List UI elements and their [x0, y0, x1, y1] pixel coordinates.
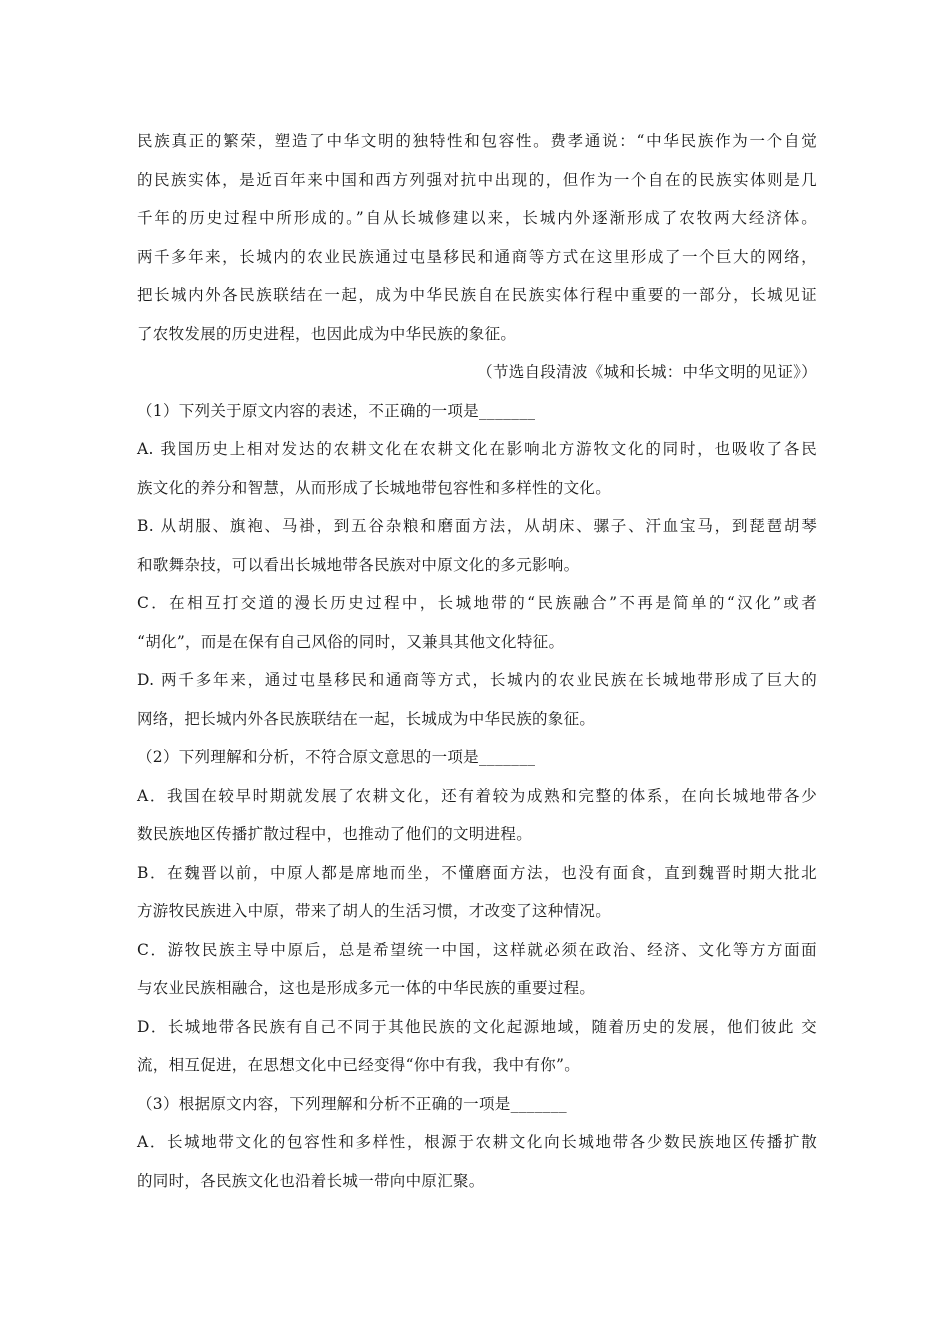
- passage-line: 把长城内外各民族联结在一起，成为中华民族自在民族实体行程中重要的一部分，长城见证: [137, 286, 817, 304]
- source-citation: （节选自段清波《城和长城：中华文明的见证》）: [477, 363, 817, 381]
- q3-option-a-cont: 的同时，各民族文化也沿着长城一带向中原汇聚。: [137, 1171, 485, 1190]
- q2-option-b-cont: 方游牧民族进入中原，带来了胡人的生活习惯，才改变了这种情况。: [137, 902, 612, 920]
- q2-option-a: A．我国在较早时期就发展了农耕文化，还有着较为成熟和完整的体系，在向长城地带各少: [137, 786, 817, 805]
- q1-option-a-cont: 族文化的养分和智慧，从而形成了长城地带包容性和多样性的文化。: [137, 478, 612, 497]
- passage-line: 千年的历史过程中所形成的。”自从长城修建以来，长城内外逐渐形成了农牧两大经济体。: [137, 209, 817, 227]
- q2-option-c-cont: 与农业民族相融合，这也是形成多元一体的中华民族的重要过程。: [137, 979, 596, 997]
- question-1-stem: （1）下列关于原文内容的表述，不正确的一项是_______: [137, 401, 536, 420]
- q1-option-d-cont: 网络，把长城内外各民族联结在一起，长城成为中华民族的象征。: [137, 709, 596, 728]
- q1-option-a: A. 我国历史上相对发达的农耕文化在农耕文化在影响北方游牧文化的同时，也吸收了各民: [137, 440, 817, 458]
- q1-option-d: D. 两千多年来，通过屯垦移民和通商等方式，长城内的农业民族在长城地带形成了巨大的: [137, 671, 817, 689]
- question-2-stem: （2）下列理解和分析，不符合原文意思的一项是_______: [137, 748, 536, 766]
- passage-line: 的民族实体，是近百年来中国和西方列强对抗中出现的，但作为一个自在的民族实体则是几: [137, 170, 817, 189]
- passage-line: 了农牧发展的历史进程，也因此成为中华民族的象征。: [137, 324, 517, 343]
- q2-option-c: C．游牧民族主导中原后，总是希望统一中国，这样就必须在政治、经济、文化等方方面面: [137, 940, 817, 959]
- q2-option-d-cont: 流，相互促进，在思想文化中已经变得“你中有我，我中有你”。: [137, 1056, 581, 1074]
- q1-option-c-cont: “胡化”，而是在保有自己风俗的同时，又兼具其他文化特征。: [137, 632, 565, 651]
- passage-line: 两千多年来，长城内的农业民族通过屯垦移民和通商等方式在这里形成了一个巨大的网络，: [137, 247, 817, 266]
- q2-option-b: B．在魏晋以前，中原人都是席地而坐，不懂磨面方法，也没有面食，直到魏晋时期大批北: [137, 863, 817, 882]
- question-3-stem: （3）根据原文内容，下列理解和分析不正确的一项是_______: [137, 1094, 567, 1113]
- q2-option-d: D．长城地带各民族有自己不同于其他民族的文化起源地域，随着历史的发展，他们彼此 交: [137, 1017, 817, 1036]
- q1-option-b: B. 从胡服、旗袍、马褂，到五谷杂粮和磨面方法，从胡床、骡子、汗血宝马，到琵琶胡琴: [137, 517, 817, 535]
- passage-line: 民族真正的繁荣，塑造了中华文明的独特性和包容性。费孝通说：“中华民族作为一个自觉: [137, 132, 817, 150]
- q1-option-c: C．在相互打交道的漫长历史过程中，长城地带的“民族融合”不再是简单的“汉化”或者: [137, 594, 817, 612]
- q3-option-a: A．长城地带文化的包容性和多样性，根源于农耕文化向长城地带各少数民族地区传播扩散: [137, 1133, 817, 1151]
- q2-option-a-cont: 数民族地区传播扩散过程中，也推动了他们的文明进程。: [137, 825, 533, 843]
- document-page: [137, 122, 817, 1200]
- q1-option-b-cont: 和歌舞杂技，可以看出长城地带各民族对中原文化的多元影响。: [137, 555, 580, 574]
